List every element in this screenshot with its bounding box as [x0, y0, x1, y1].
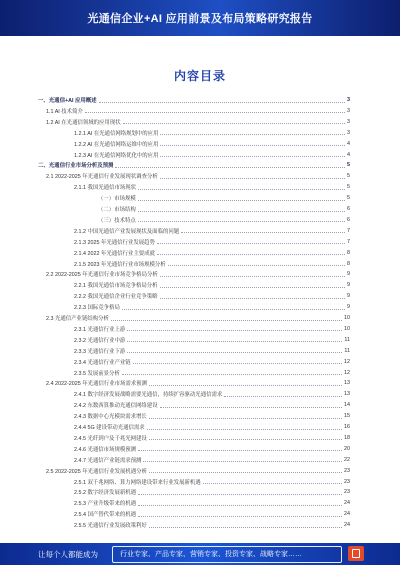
toc-entry-page: 3 — [347, 107, 350, 114]
toc-entry-page: 15 — [344, 413, 350, 420]
toc-entry[interactable] — [74, 183, 350, 191]
toc-entry-title: （一）市场规模 — [98, 196, 136, 203]
toc-leader-dots — [149, 381, 342, 386]
toc-entry-title: 2.1.2 中国光通信产业发展现状及面临的问题 — [74, 228, 180, 235]
toc-entry-title: 2.4.3 数据中心光模块需求增长 — [74, 414, 147, 421]
toc-entry-page: 9 — [347, 271, 350, 278]
toc-leader-dots — [138, 446, 342, 451]
toc-entry[interactable] — [74, 423, 350, 431]
toc-entry-page: 8 — [347, 249, 350, 256]
footer-roles: 行业专家、产品专家、营销专家、投资专家、战略专家…… — [120, 551, 302, 558]
toc-entry[interactable] — [98, 194, 350, 202]
toc-entry-title: 2.1.1 我国光通信市场现状 — [74, 185, 137, 192]
toc-entry-title: 2.2 2022-2025 年光通信行业市场竞争格局分析 — [46, 272, 158, 279]
toc-entry-page: 12 — [344, 369, 350, 376]
toc-entry-page: 18 — [344, 434, 350, 441]
toc-entry[interactable] — [74, 260, 350, 268]
toc-entry[interactable] — [74, 401, 350, 409]
report-header-banner — [0, 0, 400, 36]
toc-leader-dots — [127, 326, 342, 331]
toc-entry-title: 2.3 光通信产业链结构分析 — [46, 316, 109, 322]
toc-entry[interactable] — [74, 478, 350, 486]
toc-leader-dots — [168, 261, 345, 266]
toc-entry-title: 2.3.4 光通信行业产业链 — [74, 359, 131, 366]
toc-leader-dots — [127, 348, 342, 353]
toc-entry-page: 14 — [344, 402, 350, 409]
toc-entry-page: 6 — [347, 206, 350, 212]
toc-leader-dots — [138, 490, 342, 495]
toc-entry-title: 2.5.3 产业升级带来的机遇 — [74, 501, 137, 508]
toc-entry-title: 2.4.7 光通信产业链需求预测 — [74, 457, 142, 464]
toc-entry-title: 1.2 AI 在光通信领域的应用现状 — [46, 119, 121, 126]
toc-leader-dots — [138, 217, 345, 222]
toc-entry-title: 2.4.4 5G 建设带动光通信需求 — [74, 425, 145, 431]
toc-entry-title: 2.3.2 光通信行业中游 — [74, 337, 126, 344]
toc-leader-dots — [203, 479, 342, 484]
toc-entry-title: 2.5.4 国产替代带来的机遇 — [74, 512, 137, 519]
toc-entry-page: 20 — [344, 445, 350, 452]
toc-entry[interactable] — [46, 107, 350, 115]
toc-leader-dots — [160, 283, 345, 288]
toc-entry-page: 23 — [344, 467, 350, 474]
toc-entry[interactable] — [74, 390, 350, 398]
toc-leader-dots — [160, 294, 345, 299]
toc-leader-dots — [138, 501, 342, 506]
footer-banner — [0, 543, 400, 565]
toc-entry[interactable] — [74, 521, 350, 529]
toc-leader-dots — [122, 370, 342, 375]
toc-entry-title: 2.1.4 2022 年光通信行业主要成就 — [74, 250, 155, 257]
toc-entry[interactable] — [74, 325, 350, 333]
toc-leader-dots — [149, 468, 342, 473]
toc-entry[interactable] — [74, 456, 350, 464]
toc-entry-page: 24 — [344, 511, 350, 518]
toc-leader-dots — [138, 512, 342, 517]
toc-entry[interactable] — [74, 151, 350, 159]
toc-entry-title: 2.5.1 双千兆网络、算力网络建设带来行业发展新机遇 — [74, 479, 201, 486]
toc-entry[interactable] — [74, 369, 350, 377]
document-icon — [348, 546, 364, 561]
toc-entry-title: （二）市场结构 — [98, 207, 136, 213]
toc-leader-dots — [149, 523, 342, 528]
toc-entry-title: 2.4.2 东数西算推动光通信网络建设 — [74, 403, 158, 410]
toc-leader-dots — [160, 272, 345, 277]
toc-leader-dots — [160, 130, 345, 135]
toc-entry-title: 2.2.1 我国光通信市场竞争格局分析 — [74, 283, 158, 290]
report-title: 光通信企业+AI 应用前景及布局策略研究报告 — [87, 13, 313, 25]
toc-heading: 内容目录 — [173, 69, 226, 83]
toc-entry-title: 2.2.3 国际竞争格局 — [74, 305, 120, 312]
toc-leader-dots — [160, 174, 345, 179]
toc-entry[interactable] — [74, 412, 350, 420]
toc-entry-title: 2.2.2 我国光通信企业行业竞争策略 — [74, 294, 158, 301]
table-of-contents — [0, 96, 400, 540]
toc-entry-page: 9 — [347, 282, 350, 289]
toc-leader-dots — [123, 119, 345, 124]
toc-entry[interactable] — [46, 118, 350, 126]
toc-entry[interactable] — [74, 445, 350, 453]
toc-entry-page: 5 — [347, 173, 350, 180]
toc-entry-title: 2.5 2022-2025 年光通信行业发展机遇分析 — [46, 468, 147, 475]
toc-entry[interactable] — [74, 488, 350, 496]
toc-entry-title: 1.2.2 AI 在光通信网络运维中的应用 — [74, 141, 159, 148]
toc-entry-page: 4 — [347, 140, 350, 147]
toc-entry-title: 2.4.6 光通信市场规模预测 — [74, 446, 137, 453]
toc-entry-page: 7 — [347, 238, 350, 245]
toc-leader-dots — [160, 403, 342, 408]
footer-slogan: 让每个人都能成为 — [38, 550, 98, 559]
toc-entry[interactable] — [74, 499, 350, 507]
toc-leader-dots — [111, 316, 342, 321]
toc-leader-dots — [157, 239, 345, 244]
toc-entry-page: 24 — [344, 500, 350, 507]
toc-leader-dots — [133, 359, 342, 364]
toc-entry-page: 11 — [344, 336, 350, 343]
toc-entry[interactable] — [74, 129, 350, 137]
toc-entry-title: 一、光通信+AI 应用概述 — [38, 98, 97, 104]
toc-entry[interactable] — [98, 205, 350, 213]
toc-leader-dots — [99, 98, 345, 103]
toc-entry-page: 23 — [344, 478, 350, 485]
toc-entry-page: 22 — [344, 456, 350, 463]
toc-entry[interactable] — [74, 140, 350, 148]
toc-entry-page: 10 — [344, 315, 350, 321]
toc-entry-page: 8 — [347, 260, 350, 267]
toc-entry[interactable] — [74, 347, 350, 355]
toc-entry-title: 2.3.5 发展前景分析 — [74, 370, 120, 377]
toc-entry-title: 2.3.1 光通信行业上游 — [74, 326, 126, 333]
toc-entry-title: 2.1.3 2025 年光通信行业发展趋势 — [74, 239, 155, 246]
toc-entry-title: 2.5.5 光通信行业发展政策利好 — [74, 523, 147, 530]
toc-entry-title: 2.1 2022-2025 年光通信行业发展现状调查分析 — [46, 174, 158, 181]
toc-entry[interactable] — [46, 172, 350, 180]
toc-leader-dots — [157, 250, 345, 255]
toc-entry[interactable] — [74, 510, 350, 518]
toc-entry-page: 6 — [347, 216, 350, 223]
toc-leader-dots — [138, 185, 345, 190]
toc-entry[interactable] — [74, 358, 350, 366]
toc-entry-title: 1.2.3 AI 在光通信网络优化中的应用 — [74, 152, 159, 159]
toc-leader-dots — [181, 228, 345, 233]
toc-entry-title: 2.3.3 光通信行业下游 — [74, 348, 126, 355]
toc-entry-page: 5 — [347, 195, 350, 202]
toc-entry[interactable] — [74, 249, 350, 257]
toc-entry[interactable] — [38, 96, 350, 104]
toc-entry-title: 二、光通信行业市场分析及预测 — [38, 163, 114, 170]
toc-leader-dots — [85, 108, 345, 113]
toc-entry-title: 2.1.5 2023 年光通信行业市场规模分析 — [74, 261, 166, 268]
toc-entry-page: 10 — [344, 325, 350, 332]
toc-entry[interactable] — [46, 379, 350, 387]
toc-entry[interactable] — [74, 434, 350, 442]
toc-leader-dots — [147, 425, 342, 430]
toc-leader-dots — [149, 414, 342, 419]
toc-entry-title: 1.2.1 AI 在光通信网络规划中的应用 — [74, 130, 159, 137]
toc-leader-dots — [122, 305, 345, 310]
toc-entry-page: 5 — [347, 184, 350, 191]
toc-leader-dots — [149, 435, 342, 440]
toc-entry-title: （三）技术特点 — [98, 217, 136, 224]
toc-entry-page: 13 — [344, 380, 350, 387]
toc-entry-page: 16 — [344, 424, 350, 430]
toc-entry[interactable] — [46, 314, 350, 322]
toc-entry-page: 3 — [347, 129, 350, 136]
toc-entry-title: 2.4 2022-2025 年光通信行业市场需求预测 — [46, 381, 147, 388]
toc-entry[interactable] — [74, 238, 350, 246]
toc-entry-title: 1.1 AI 技术简介 — [46, 108, 83, 115]
toc-entry-page: 4 — [347, 151, 350, 158]
toc-leader-dots — [138, 196, 345, 201]
toc-entry[interactable] — [46, 467, 350, 475]
toc-entry-page: 11 — [344, 347, 350, 354]
toc-entry-title: 2.4.5 光纤到户及千兆光网建设 — [74, 435, 147, 442]
toc-leader-dots — [224, 392, 342, 397]
toc-entry-page: 24 — [344, 522, 350, 529]
toc-entry-title: 2.4.1 数字经济发展战略需要光通信，持续扩容驱动光通信需求 — [74, 392, 223, 399]
toc-entry[interactable] — [98, 216, 350, 224]
toc-entry-page: 13 — [344, 391, 350, 398]
toc-entry-page: 7 — [347, 227, 350, 234]
toc-leader-dots — [127, 337, 342, 342]
toc-entry-page: 5 — [347, 162, 350, 169]
toc-leader-dots — [160, 152, 345, 157]
toc-entry[interactable] — [74, 292, 350, 300]
toc-entry-page: 9 — [347, 304, 350, 311]
toc-entry[interactable] — [38, 161, 350, 169]
toc-leader-dots — [143, 457, 342, 462]
toc-entry[interactable] — [74, 303, 350, 311]
toc-entry-page: 3 — [347, 118, 350, 125]
toc-entry-page: 9 — [347, 293, 350, 300]
toc-entry[interactable] — [74, 336, 350, 344]
toc-entry-page: 3 — [347, 97, 350, 103]
toc-entry[interactable] — [74, 227, 350, 235]
toc-entry-title: 2.5.2 数字经济发展新机遇 — [74, 490, 137, 497]
toc-entry[interactable] — [74, 281, 350, 289]
toc-entry[interactable] — [46, 270, 350, 278]
toc-leader-dots — [138, 207, 345, 212]
toc-leader-dots — [115, 163, 345, 168]
toc-leader-dots — [160, 141, 345, 146]
toc-entry-page: 23 — [344, 489, 350, 496]
toc-entry-page: 12 — [344, 358, 350, 365]
